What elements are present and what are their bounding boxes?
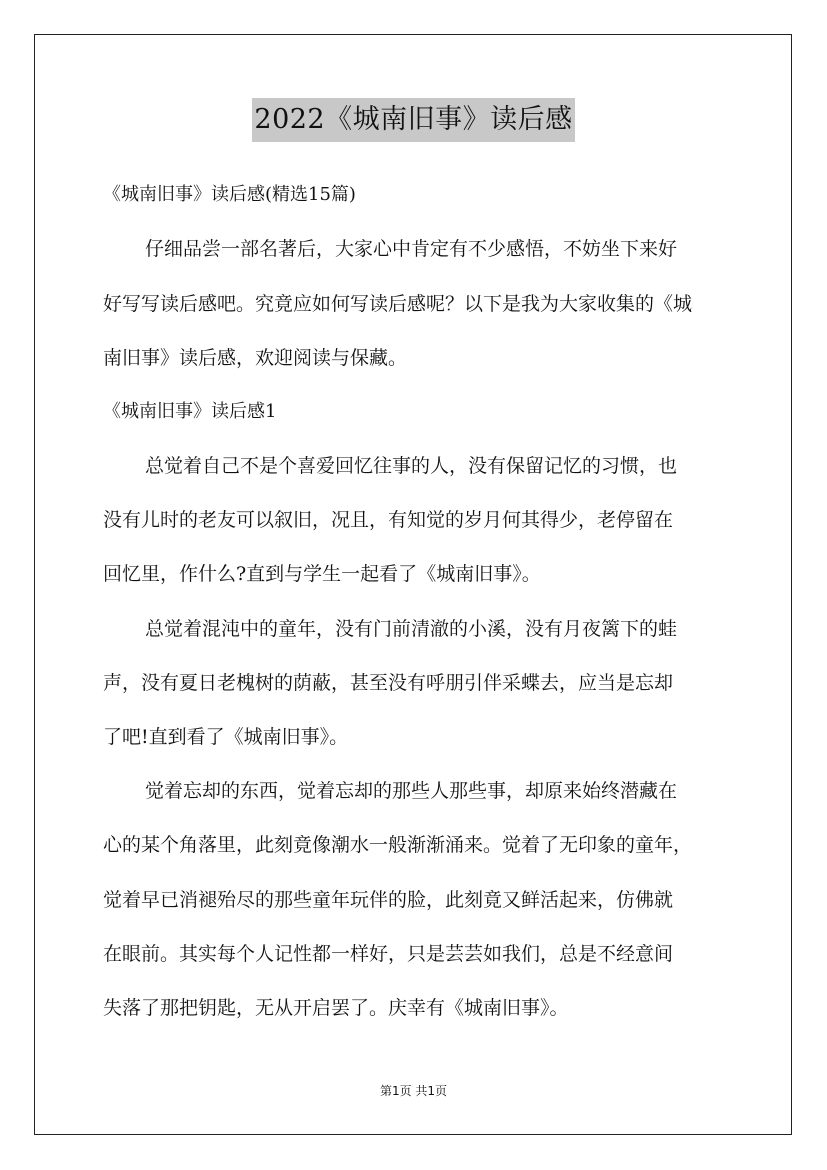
subtitle-line: 《城南旧事》读后感(精选15篇) [103, 184, 356, 205]
paragraph-line: 失落了那把钥匙，无从开启罢了。庆幸有《城南旧事》。 [103, 997, 569, 1019]
section-heading: 《城南旧事》读后感1 [103, 401, 277, 422]
document-title: 2022《城南旧事》读后感 [252, 98, 574, 142]
paragraph-line: 觉着忘却的东西，觉着忘却的那些人那些事，却原来始终潜藏在 [145, 780, 678, 802]
paragraph-line: 心的某个角落里，此刻竟像潮水一般渐渐涌来。觉着了无印象的童年， [103, 834, 693, 856]
paragraph-line: 没有儿时的老友可以叙旧，况且，有知觉的岁月何其得少，老停留在 [103, 509, 674, 531]
paragraph-line: 回忆里，作什么?直到与学生一起看了《城南旧事》。 [103, 563, 541, 585]
paragraph-line: 好写写读后感吧。究竟应如何写读后感呢？以下是我为大家收集的《城 [103, 293, 693, 315]
paragraph-line: 声，没有夏日老槐树的荫蔽，甚至没有呼朋引伴采蝶去，应当是忘却 [103, 672, 674, 694]
paragraph-line: 觉着早已消褪殆尽的那些童年玩伴的脸，此刻竟又鲜活起来，仿佛就 [103, 889, 674, 911]
paragraph-line: 南旧事》读后感，欢迎阅读与保藏。 [103, 347, 408, 369]
paragraph-line: 了吧!直到看了《城南旧事》。 [103, 726, 349, 748]
paragraph-line: 总觉着自己不是个喜爱回忆往事的人，没有保留记忆的习惯，也 [145, 455, 678, 477]
title-container [0, 98, 827, 142]
paragraph-line: 在眼前。其实每个人记性都一样好，只是芸芸如我们，总是不经意间 [103, 943, 674, 965]
paragraph-line: 总觉着混沌中的童年，没有门前清澈的小溪，没有月夜篱下的蛙 [145, 618, 678, 640]
paragraph-line: 仔细品尝一部名著后，大家心中肯定有不少感悟，不妨坐下来好 [145, 238, 678, 260]
page-footer: 第1页 共1页 [379, 1084, 448, 1098]
